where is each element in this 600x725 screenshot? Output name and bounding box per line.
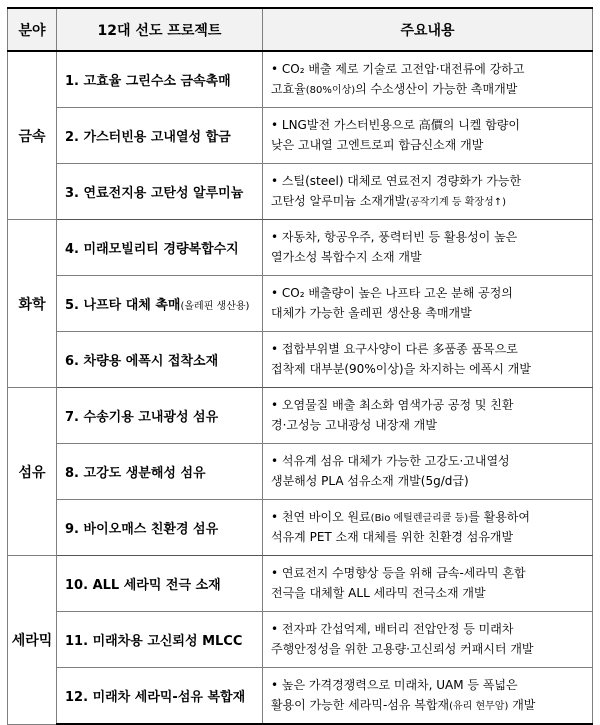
table-row	[8, 164, 593, 220]
project-number: 2.	[65, 130, 79, 145]
content-text: • 높은 가격경쟁력으로 미래차, UAM 등 폭넓은	[271, 677, 518, 692]
field-cell: 화학	[8, 220, 57, 388]
content-note: (유리 현무암)	[449, 700, 509, 712]
content-line-2	[271, 528, 586, 548]
content-text: • 자동차, 항공우주, 풍력터빈 등 활용성이 높은	[271, 229, 518, 244]
content-text: • 접합부위별 요구사양이 다른 多품종 품목으로	[271, 341, 518, 356]
content-text: • CO₂ 배출 제로 기술로 고전압·대전류에 강하고	[271, 61, 525, 76]
content-cell	[263, 332, 593, 388]
project-number: 10.	[65, 578, 89, 593]
field-cell: 금속	[8, 51, 57, 220]
project-number: 9.	[65, 522, 79, 537]
project-number: 6.	[65, 354, 79, 369]
content-line-2	[271, 584, 586, 604]
content-note: (80%이상)	[305, 84, 356, 96]
content-line-2	[271, 192, 586, 212]
project-number: 7.	[65, 410, 79, 425]
content-line-2	[271, 640, 586, 660]
content-cell	[263, 388, 593, 444]
content-text: 개발	[508, 697, 536, 712]
content-text: 석유계 PET 소재 대체를 위한 친환경 섬유개발	[271, 529, 514, 544]
content-line-1	[271, 508, 586, 528]
project-name: 나프타 대체 촉매	[83, 298, 181, 313]
content-line-1	[271, 676, 586, 696]
content-text: 생분해성 PLA 섬유소재 개발(5g/d급)	[271, 473, 469, 488]
project-name: 바이오매스 친환경 섬유	[83, 522, 219, 537]
project-name: 차량용 에폭시 접착소재	[83, 354, 219, 369]
content-text: 접착제 대부분(90%이상)을 차지하는 에폭시 개발	[271, 361, 531, 376]
content-text: 고효율	[271, 81, 306, 96]
content-line-1	[271, 172, 586, 192]
content-text: • 연료전지 수명향상 등을 위해 금속-세라믹 혼합	[271, 565, 526, 580]
project-name: 가스터빈용 고내열성 합금	[83, 130, 231, 145]
content-text: 주행안정성을 위한 고용량·고신뢰성 커패시터 개발	[271, 641, 534, 656]
content-note: (Bio 에틸렌글리콜 등)	[370, 512, 469, 524]
content-text: • 오염물질 배출 최소화 염색가공 공정 및 친환	[271, 397, 514, 412]
project-cell	[57, 164, 263, 220]
content-text: 활용이 가능한 세라믹-섬유 복합재	[271, 697, 450, 712]
content-text: • LNG발전 가스터빈용으로 高價의 니켈 함량이	[271, 117, 520, 132]
project-cell	[57, 388, 263, 444]
content-line-1	[271, 564, 586, 584]
content-line-1	[271, 452, 586, 472]
content-cell	[263, 276, 593, 332]
content-cell	[263, 668, 593, 725]
content-line-2	[271, 136, 586, 156]
project-cell	[57, 612, 263, 668]
content-cell	[263, 444, 593, 500]
project-number: 12.	[65, 690, 89, 705]
table-row	[8, 500, 593, 556]
content-text: 열가소성 복합수지 소재 개발	[271, 249, 422, 264]
project-name: 고효율 그린수소 금속촉매	[83, 74, 231, 89]
project-cell	[57, 51, 263, 108]
content-line-1	[271, 620, 586, 640]
content-line-2	[271, 696, 586, 716]
content-line-2	[271, 472, 586, 492]
project-number: 8.	[65, 466, 79, 481]
table-row	[8, 388, 593, 444]
content-line-2	[271, 80, 586, 100]
project-cell	[57, 220, 263, 276]
content-text: • 석유계 섬유 대체가 가능한 고강도·고내열성	[271, 453, 510, 468]
content-line-1	[271, 396, 586, 416]
header-field: 분야	[8, 8, 57, 51]
content-text: 낮은 고내열 고엔트로피 합금신소재 개발	[271, 137, 484, 152]
content-text: 대체가 가능한 올레핀 생산용 촉매개발	[271, 305, 472, 320]
project-number: 5.	[65, 298, 79, 313]
project-number: 3.	[65, 186, 79, 201]
project-name: ALL 세라믹 전극 소재	[92, 578, 221, 593]
content-text: 고탄성 알루미늄 소재개발	[271, 193, 407, 208]
project-cell	[57, 556, 263, 612]
project-number: 11.	[65, 634, 89, 649]
content-cell	[263, 51, 593, 108]
project-number: 4.	[65, 242, 79, 257]
content-line-2	[271, 304, 586, 324]
content-line-1	[271, 284, 586, 304]
table-row	[8, 220, 593, 276]
project-cell	[57, 500, 263, 556]
project-number: 1.	[65, 74, 79, 89]
project-name: 연료전지용 고탄성 알루미늄	[83, 186, 244, 201]
content-text: • 스틸(steel) 대체로 연료전지 경량화가 가능한	[271, 173, 522, 188]
content-line-2	[271, 416, 586, 436]
content-cell	[263, 612, 593, 668]
project-name: 수송기용 고내광성 섬유	[83, 410, 219, 425]
field-cell: 섬유	[8, 388, 57, 556]
content-line-1	[271, 340, 586, 360]
content-text: 전극을 대체할 ALL 세라믹 전극소재 개발	[271, 585, 486, 600]
project-name: 미래차 세라믹-섬유 복합재	[92, 690, 246, 705]
content-line-1	[271, 60, 586, 80]
project-name: 미래차용 고신뢰성 MLCC	[92, 634, 243, 649]
project-name: 미래모빌리티 경량복합수지	[83, 242, 239, 257]
content-text: • 전자파 간섭억제, 배터리 전압안정 등 미래차	[271, 621, 514, 636]
table-row	[8, 108, 593, 164]
header-row	[8, 8, 593, 51]
table-row	[8, 332, 593, 388]
table-row	[8, 668, 593, 725]
table-row	[8, 276, 593, 332]
table-row	[8, 51, 593, 108]
project-cell	[57, 332, 263, 388]
table-row	[8, 556, 593, 612]
content-line-1	[271, 116, 586, 136]
header-project: 12대 선도 프로젝트	[57, 8, 263, 51]
content-cell	[263, 164, 593, 220]
content-cell	[263, 500, 593, 556]
content-cell	[263, 556, 593, 612]
content-note: (공작기계 등 확장성↑)	[406, 196, 506, 208]
project-name: 고강도 생분해성 섬유	[83, 466, 206, 481]
table-row	[8, 444, 593, 500]
content-line-1	[271, 228, 586, 248]
project-table	[7, 7, 593, 725]
content-line-2	[271, 360, 586, 380]
project-cell	[57, 276, 263, 332]
project-cell	[57, 668, 263, 725]
content-cell	[263, 108, 593, 164]
project-cell	[57, 108, 263, 164]
table-row	[8, 612, 593, 668]
content-cell	[263, 220, 593, 276]
table-body	[8, 51, 593, 724]
content-text: 의 수소생산이 가능한 촉매개발	[355, 81, 518, 96]
content-text: 경·고성능 고내광성 내장재 개발	[271, 417, 437, 432]
project-cell	[57, 444, 263, 500]
field-cell: 세라믹	[8, 556, 57, 725]
content-text: 를 활용하여	[468, 509, 530, 524]
content-line-2	[271, 248, 586, 268]
content-text: • CO₂ 배출량이 높은 나프타 고온 분해 공정의	[271, 285, 513, 300]
header-content: 주요내용	[263, 8, 593, 51]
content-text: • 천연 바이오 원료	[271, 509, 371, 524]
project-name-note: (올레핀 생산용)	[180, 301, 250, 312]
